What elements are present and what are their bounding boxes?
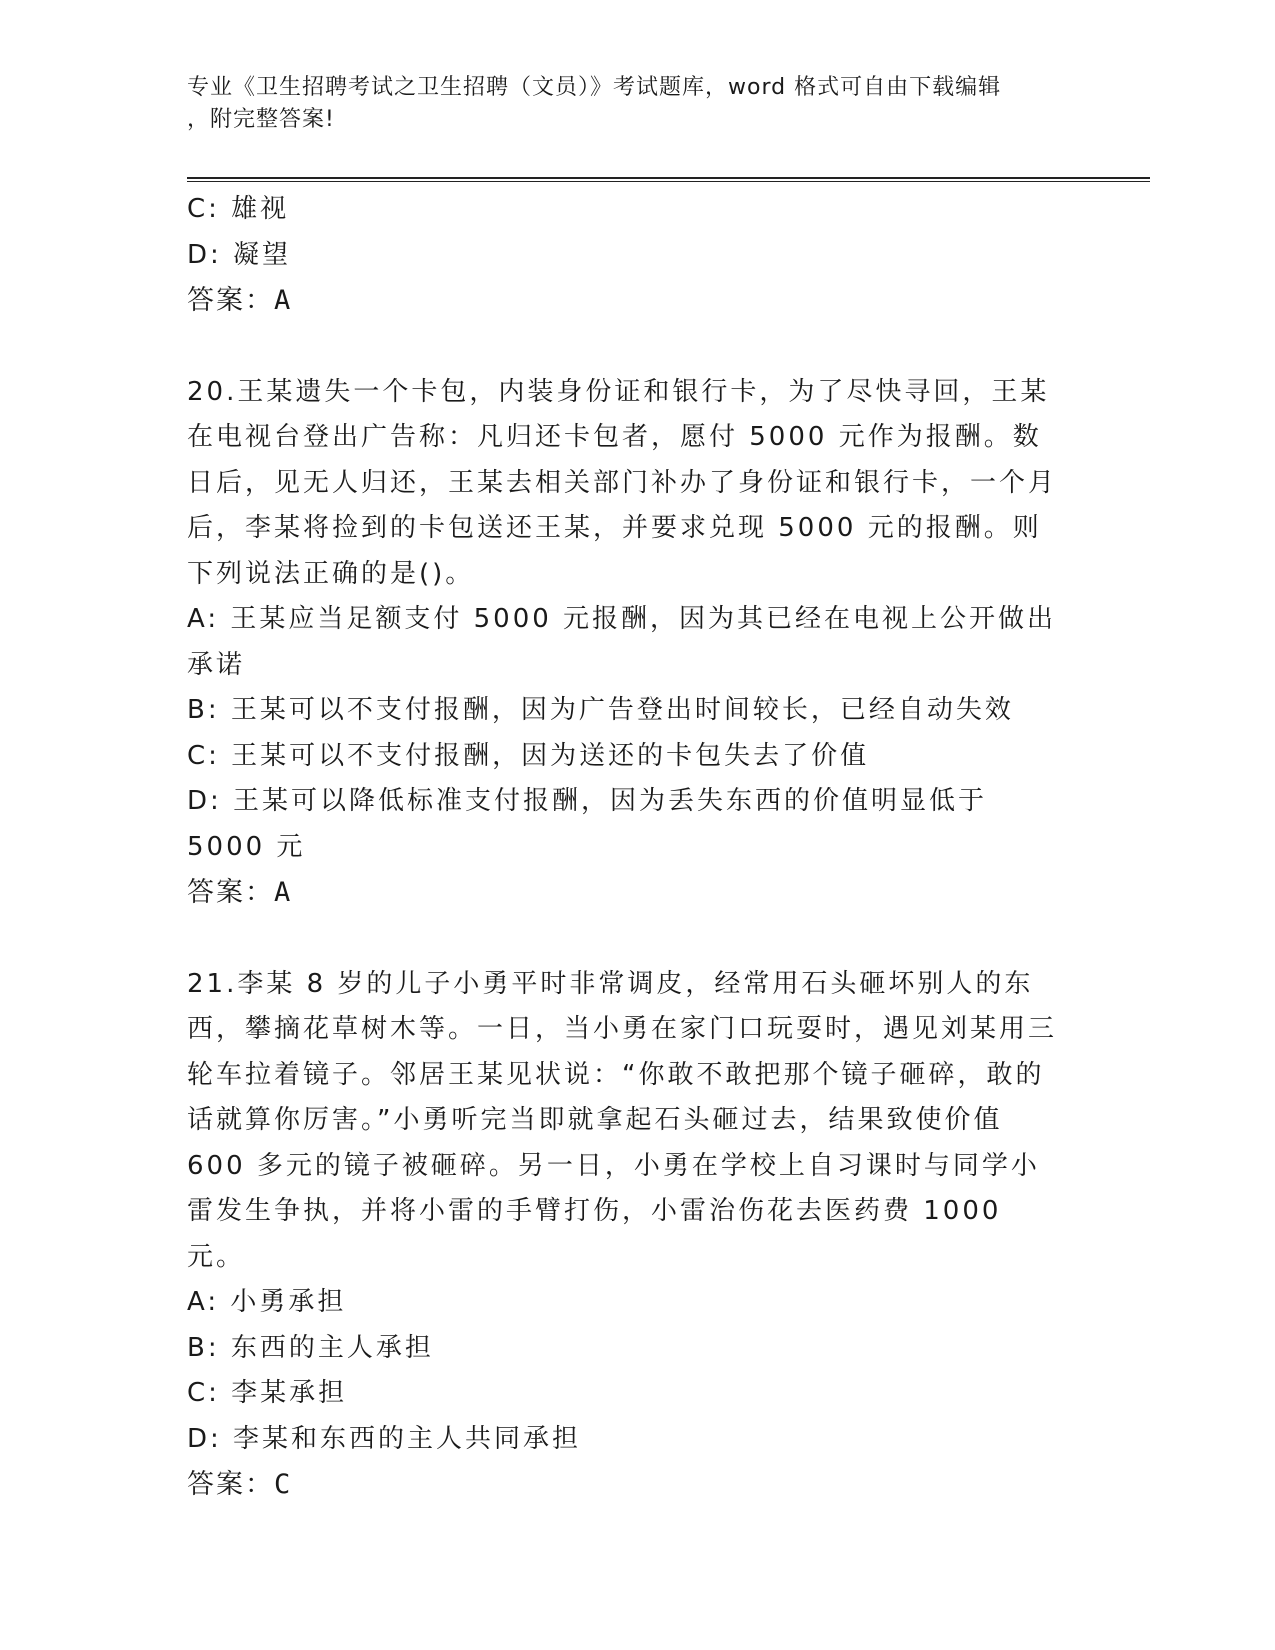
answer-value: C: [274, 1469, 293, 1500]
header-line-2: ，附完整答案!: [187, 107, 335, 132]
option-c: C: 雄视: [187, 194, 290, 224]
question-list: [187, 187, 1067, 1508]
option-d: D: 王某可以降低标准支付报酬，因为丢失东西的价值明显低于 5000 元: [187, 786, 999, 862]
option-a: A: 王某应当足额支付 5000 元报酬，因为其已经在电视上公开做出承诺: [187, 604, 1057, 680]
answer-line: [187, 870, 1067, 916]
option-c: C: 李某承担: [187, 1378, 348, 1408]
answer-label: 答案：: [187, 877, 274, 908]
question-20: [187, 370, 1067, 916]
question-stem: 20.王某遗失一个卡包，内装身份证和银行卡，为了尽快寻回，王某在电视台登出广告称：凡归还卡包者，愿付 5000 元作为报酬。数日后，见无人归还，王某去相关部门补办了身份证和银行卡，一个月后，李某将捡到的卡包送还王某，并要求兑现 5000 元的报酬。则下列说法正确的是()。: [187, 376, 1058, 589]
answer-line: [187, 278, 1067, 324]
question-21: [187, 962, 1067, 1508]
header-line-1: 专业《卫生招聘考试之卫生招聘（文员）》考试题库，word 格式可自由下载编辑: [187, 75, 1002, 100]
option-d: D: 李某和东西的主人共同承担: [187, 1423, 582, 1454]
option-d: D: 凝望: [187, 239, 292, 270]
answer-label: 答案：: [187, 1469, 274, 1500]
option-b: B: 王某可以不支付报酬，因为广告登出时间较长，已经自动失效: [187, 695, 1014, 725]
option-c: C: 王某可以不支付报酬，因为送还的卡包失去了价值: [187, 740, 870, 771]
header-divider-thick: [187, 177, 1150, 179]
answer-line: [187, 1462, 1067, 1508]
answer-value: A: [274, 285, 293, 316]
answer-label: 答案：: [187, 285, 274, 316]
document-header: [187, 72, 1067, 136]
option-b: B: 东西的主人承担: [187, 1332, 434, 1363]
question-stem: 21.李某 8 岁的儿子小勇平时非常调皮，经常用石头砸坏别人的东西，攀摘花草树木等。一日，当小勇在家门口玩耍时，遇见刘某用三轮车拉着镜子。邻居王某见状说：“你敢不敢把那个镜子砸碎，敢的话就算你厉害。”小勇听完当即就拿起石头砸过去，结果致使价值 600 多元的镜子被砸碎。另一日，小勇在学校上自习课时与同学小雷发生争执，并将小雷的手臂打伤，小雷治伤花去医药费 1000 元。: [187, 968, 1058, 1272]
option-a: A: 小勇承担: [187, 1287, 347, 1317]
answer-value: A: [274, 877, 293, 908]
previous-question-tail: [187, 187, 1067, 324]
header-divider-thin: [187, 181, 1150, 182]
